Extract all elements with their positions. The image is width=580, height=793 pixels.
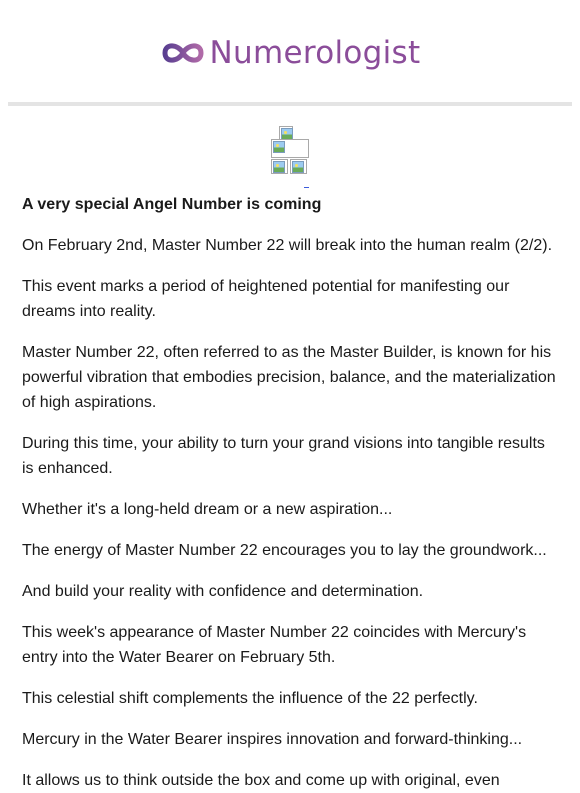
paragraph: The energy of Master Number 22 encourages you to lay the groundwork... <box>22 542 547 559</box>
brand-name: Numerologist <box>209 34 421 71</box>
paragraph: On February 2nd, Master Number 22 will break into the human realm (2/2). <box>22 237 553 254</box>
paragraph: This week's appearance of Master Number 22 coincides with Mercury's entry into the Water Bearer on February 5th. <box>22 624 527 666</box>
paragraph: This celestial shift complements the influence of the 22 perfectly. <box>22 690 478 707</box>
email-body <box>0 192 580 793</box>
paragraph: It allows us to think outside the box and come up with original, even <box>22 772 500 789</box>
image-link[interactable] <box>304 186 309 188</box>
broken-image-cluster <box>0 126 580 192</box>
email-header <box>0 0 580 102</box>
numerologist-logo[interactable] <box>160 34 421 71</box>
paragraph: Whether it's a long-held dream or a new aspiration... <box>22 501 393 518</box>
broken-image-icon[interactable] <box>271 139 309 158</box>
broken-image-icon[interactable] <box>290 159 307 174</box>
paragraph: During this time, your ability to turn your grand visions into tangible results is enhanced. <box>22 435 545 477</box>
infinity-logo-icon <box>160 39 206 67</box>
broken-image-icon[interactable] <box>271 159 288 174</box>
broken-image-icon[interactable] <box>279 126 293 140</box>
paragraph: Mercury in the Water Bearer inspires innovation and forward-thinking... <box>22 731 523 748</box>
header-divider <box>8 102 572 106</box>
paragraph: And build your reality with confidence and determination. <box>22 583 424 600</box>
paragraph: Master Number 22, often referred to as the Master Builder, is known for his powerful vibration that embodies precision, balance, and the materialization of high aspirations. <box>22 344 556 411</box>
paragraph: This event marks a period of heightened potential for manifesting our dreams into reality. <box>22 278 510 320</box>
email-heading: A very special Angel Number is coming <box>22 196 322 213</box>
